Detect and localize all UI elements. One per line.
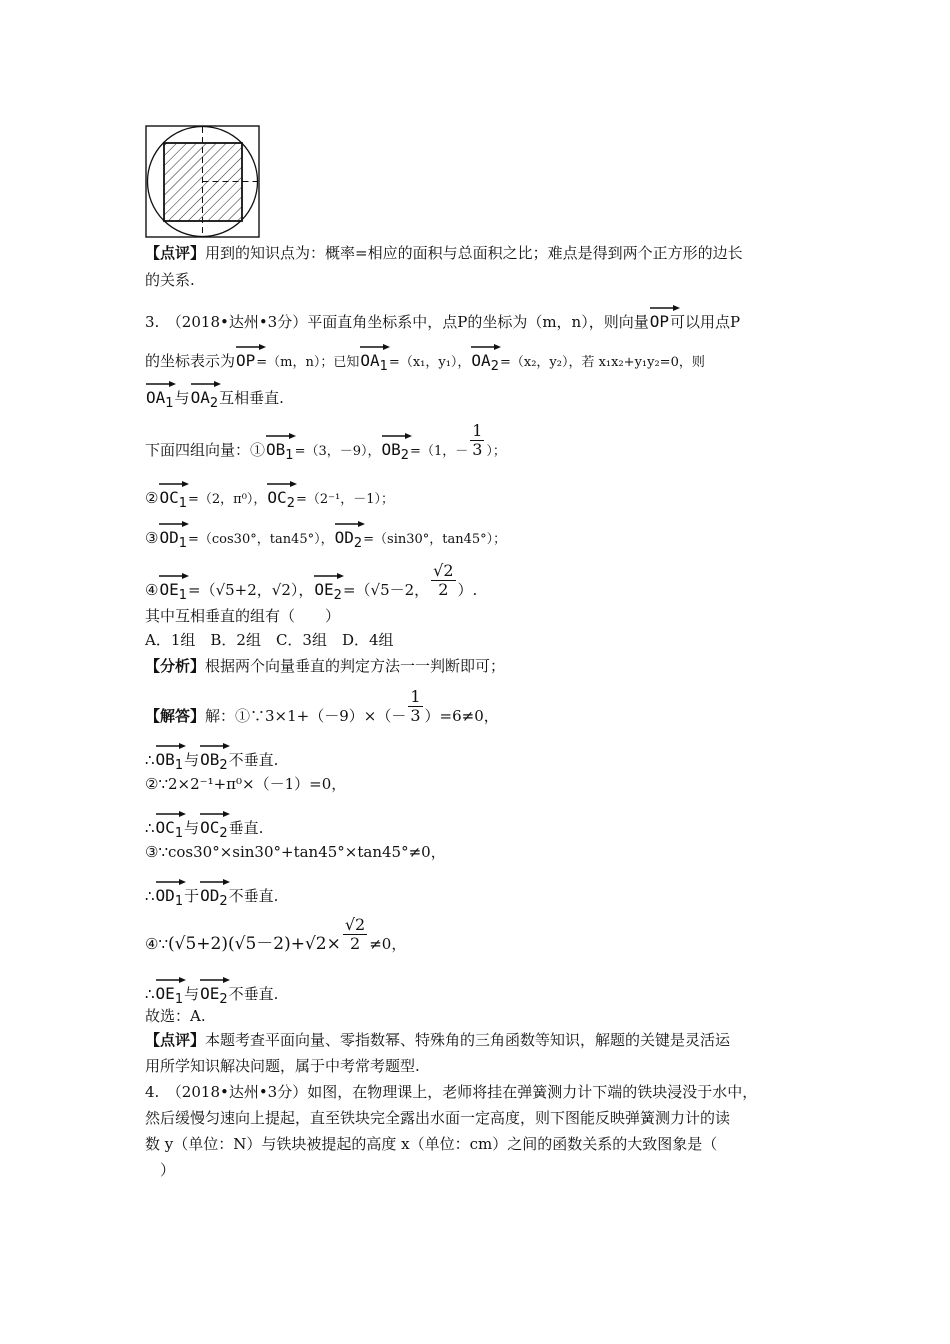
vector-symbol: $OB_1$: [266, 434, 294, 466]
vector-symbol: $OB_2$: [200, 744, 228, 776]
fraction: $\frac{√2}{2}$: [433, 560, 454, 599]
vector-arrow-icon: [650, 304, 680, 312]
q3-answer-2: ②∵2×2⁻¹+π⁰×（－1）=0，: [145, 775, 347, 793]
vector-arrow-icon: [471, 343, 501, 351]
vector-symbol: $OB_2$: [382, 434, 410, 466]
vector-arrow-icon: [236, 343, 266, 351]
vector-symbol: $OA_2$: [471, 345, 499, 377]
q3-group-e: ④ $OE_1=(√5+2$，√2）， $OE_2=(√5-2$， $\frac{√2}{2}$ ）.: [145, 574, 477, 606]
q3-answer-2-conclusion: ∴ $OC_1$与 $OC_2$垂直.: [145, 812, 263, 844]
vector-symbol: $OC_2$: [200, 812, 228, 844]
vector-arrow-icon: [146, 380, 176, 388]
vector-arrow-icon: [159, 572, 189, 580]
q3-analysis: 【分析】根据两个向量垂直的判定方法一一判断即可；: [145, 657, 506, 675]
q3-choice: 故选：A.: [145, 1007, 206, 1025]
fraction: $\frac{1}{3}$: [410, 686, 421, 725]
vector-arrow-icon: [159, 520, 189, 528]
q3-answer-4: ④∵(√5+2)(√5－2)+√2× $\frac{√2}{2}$ ≠0，: [145, 914, 407, 954]
q3-remark-2: 用所学知识解决问题，属于中考常考题型.: [145, 1057, 420, 1075]
vector-symbol: $OE_2$: [200, 978, 228, 1010]
vector-symbol: $OD_1$: [156, 880, 184, 912]
q3-answer-4-conclusion: ∴ $OE_1$与 $OE_2$不垂直.: [145, 978, 278, 1010]
fraction: $\frac{√2}{2}$: [344, 914, 366, 953]
q3-answer-3-conclusion: ∴ $OD_1$于 $OD_2$不垂直.: [145, 880, 278, 912]
vector-symbol: $OD_1$: [159, 522, 187, 554]
vector-arrow-icon: [200, 976, 230, 984]
q3-answer-1-conclusion: ∴ $OB_1$与 $OB_2$不垂直.: [145, 744, 278, 776]
q3-answer-1: 【解答】解：①∵3×1+（－9）×（－ $\frac{1}{3}$ ）=6≠0，: [145, 686, 499, 725]
vector-arrow-icon: [266, 432, 296, 440]
vector-symbol: $OA_1$: [146, 382, 174, 414]
vector-arrow-icon: [200, 878, 230, 886]
q4-line1: 4. （2018•达州•3分）如图，在物理课上，老师将挂在弹簧测力计下端的铁块浸没于水中，: [145, 1083, 758, 1101]
vector-arrow-icon: [382, 432, 412, 440]
vector-arrow-icon: [156, 878, 186, 886]
vector-arrow-icon: [200, 742, 230, 750]
fraction: $\frac{1}{3}$: [472, 420, 483, 459]
q3-ask: 其中互相垂直的组有（ ）: [145, 607, 341, 625]
q4-line3: 数 y（单位：N）与铁块被提起的高度 x（单位：cm）之间的函数关系的大致图象是（: [145, 1135, 718, 1153]
vector-symbol: $OE_2$: [314, 574, 342, 606]
vector-symbol: $OE_1$: [156, 978, 184, 1010]
square-in-circle-figure: [145, 125, 261, 239]
vector-symbol: $OD_2$: [335, 522, 363, 554]
vector-symbol: $OD_2$: [200, 880, 228, 912]
q3-remark-1: 【点评】本题考查平面向量、零指数幂、特殊角的三角函数等知识，解题的关键是灵活运: [145, 1031, 731, 1049]
q3-group-d: ③ $OD_1=(\cos 30^\circ$，tan45°）， $OD_2=(\sin 30^\circ$，tan45°）；: [145, 522, 506, 554]
vector-symbol: $OB_1$: [156, 744, 184, 776]
vector-arrow-icon: [335, 520, 365, 528]
q4-line4: ）: [145, 1161, 176, 1179]
vector-symbol: $OC_2$: [267, 482, 295, 514]
q3-group-c: ② $OC_1=(2$，π⁰）， $OC_2=(2^{-1}$，－1）；: [145, 482, 394, 514]
vector-symbol: OP: [236, 345, 255, 371]
vector-symbol: $OC_1$: [156, 812, 184, 844]
vector-arrow-icon: [156, 976, 186, 984]
q3-line3: $OA_1$与 $OA_2$互相垂直.: [145, 382, 284, 414]
remark-1-line1: 【点评】用到的知识点为：概率=相应的面积与总面积之比；难点是得到两个正方形的边长: [145, 244, 743, 262]
vector-symbol: $OA_1$: [360, 345, 388, 377]
vector-arrow-icon: [156, 810, 186, 818]
q3-line1: 3. （2018•达州•3分）平面直角坐标系中，点P的坐标为（m，n），则向量 OP可以用点P: [145, 306, 740, 332]
vector-arrow-icon: [156, 742, 186, 750]
q3-line2: 的坐标表示为 OP=（m，n）；已知 $OA_1=(x_1$，y₁）， $OA_2=(x_2$，y₂），若 x₁x₂+y₁y₂=0，则: [145, 345, 705, 377]
vector-arrow-icon: [200, 810, 230, 818]
vector-op: OP: [650, 306, 669, 332]
vector-arrow-icon: [191, 380, 221, 388]
vector-symbol: $OC_1$: [159, 482, 187, 514]
vector-arrow-icon: [314, 572, 344, 580]
vector-symbol: $OE_1$: [159, 574, 187, 606]
q3-options: A．1组 B．2组 C．3组 D．4组: [145, 631, 394, 649]
remark-1-line2: 的关系.: [145, 271, 195, 289]
q3-answer-3: ③∵cos30°×sin30°+tan45°×tan45°≠0，: [145, 843, 446, 861]
vector-symbol: $OA_2$: [191, 382, 219, 414]
vector-arrow-icon: [159, 480, 189, 488]
q3-group-b: 下面四组向量：① $OB_1=(3$，－9）， $OB_2=(1$，－ $\frac{1}{3}$ ）；: [145, 434, 506, 466]
vector-arrow-icon: [360, 343, 390, 351]
vector-arrow-icon: [267, 480, 297, 488]
q4-line2: 然后缓慢匀速向上提起，直至铁块完全露出水面一定高度，则下图能反映弹簧测力计的读: [145, 1109, 731, 1127]
